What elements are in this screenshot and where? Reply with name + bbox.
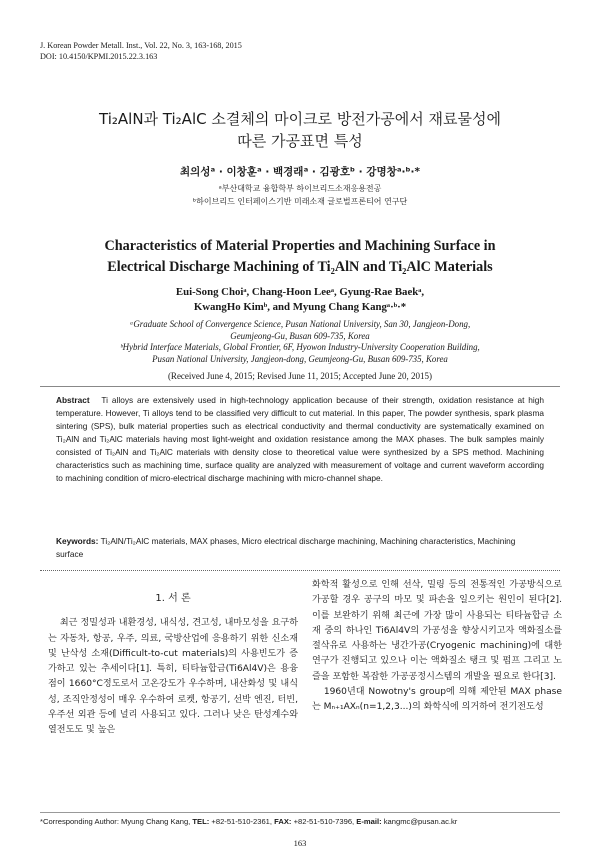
- korean-title-line1: Ti₂AlN과 Ti₂AlC 소결체의 마이크로 방전가공에서 재료물성에: [99, 110, 501, 128]
- fax-value: +82-51-510-7396,: [293, 817, 355, 826]
- english-affiliation-line: Geumjeong-Gu, Busan 609-735, Korea: [230, 330, 370, 341]
- korean-affiliation-a: ᵃ부산대학교 융합학부 하이브리드소재응용전공: [218, 184, 382, 193]
- keywords-label: Keywords:: [56, 536, 99, 546]
- english-authors-line2: KwangHo Kimᵇ, and Myung Chang Kangᵃ·ᵇ·*: [193, 301, 407, 313]
- english-title-line2: Electrical Discharge Machining of Ti₂AlN and Ti₂AlC Materials: [107, 259, 493, 275]
- email-label: E-mail:: [356, 817, 382, 826]
- body-column-right: [312, 578, 562, 716]
- english-authors: [0, 285, 600, 315]
- footnote-divider: [40, 812, 560, 813]
- fax-label: FAX:: [274, 817, 292, 826]
- keywords: [56, 535, 544, 560]
- journal-citation: [40, 40, 242, 62]
- tel-label: TEL:: [192, 817, 210, 826]
- english-affiliation-line: ᵇHybrid Interface Materials, Global Frontier, 6F, Hyowon Industry-University Cooperation Building,: [120, 342, 480, 353]
- body-paragraph: 1960년대 Nowotny's group에 의해 제안된 MAX phase는 Mₙ₊₁AXₙ(n=1,2,3...)의 화학식에 의거하여 전기전도성: [312, 687, 562, 713]
- journal-doi: DOI: 10.4150/KPMI.2015.22.3.163: [40, 52, 158, 61]
- english-title-line1: Characteristics of Material Properties and Machining Surface in: [104, 238, 496, 254]
- tel-value: +82-51-510-2361,: [211, 817, 273, 826]
- korean-title: [0, 108, 600, 152]
- journal-info: J. Korean Powder Metall. Inst., Vol. 22, No. 3, 163-168, 2015: [40, 41, 242, 50]
- body-paragraph: 최근 정밀성과 내환경성, 내식성, 견고성, 내마모성을 요구하는 자동차, 항공, 우주, 의료, 국방산업에 응용하기 위한 신소재 및 난삭성 소재(Difficult-to-cut materials)의 사용빈도가 증가하고 있는 추세이다[1]. 특히, 티타늄합금(Ti6Al4V)은 용융점이 1660°C정도로서 고온강도가 우수하며, 내산화성 및 내식성, 조직안정성이 매우 우수하여 로켓, 항공기, 선박 엔진, 터빈, 우주선 외관 등에 널리 사용되고 있다. 그러나 낮은 탄성계수와 열전도도 및 높은: [48, 618, 298, 736]
- email-value: kangmc@pusan.ac.kr: [383, 817, 458, 826]
- corresponding-author: [40, 817, 560, 826]
- abstract: [56, 394, 544, 485]
- korean-title-line2: 따른 가공표면 특성: [237, 132, 363, 150]
- abstract-text: Ti alloys are extensively used in high-technology application because of their strength, oxidation resistance at high temperature. However, Ti alloys tend to be classified very difficult to cut material. In this paper, The powder synthesis, spark plasma sintering (SPS), bulk material properties such as electrical conductivity and thermal conductivity are systematically examined on Ti₂AlN and Ti₂AlC materials having most light-weight and oxidation resistance among the MAX phases. The bulk samples mainly consisted of Ti₂AlN and Ti₂AlC materials with density close to theoretical value were synthesized by a SPS method. Machining characteristics such as machining time, surface quality are analyzed with measurement of voltage and current waveform according to machining condition of micro-electrical discharge machining with micro-channel shape.: [56, 395, 544, 483]
- english-affiliations: [0, 319, 600, 365]
- english-title: [0, 236, 600, 278]
- abstract-label: Abstract: [56, 395, 90, 405]
- english-affiliation-line: Pusan National University, Jangjeon-dong, Geumjeong-Gu, Busan 609-735, Korea: [152, 353, 448, 364]
- korean-authors: 최의성ᵃ · 이창훈ᵃ · 백경래ᵃ · 김광호ᵇ · 강명창ᵃ·ᵇ·*: [179, 166, 421, 178]
- corresponding-prefix: *Corresponding Author: Myung Chang Kang,: [40, 817, 191, 826]
- received-dates: (Received June 4, 2015; Revised June 11, 2015; Accepted June 20, 2015): [167, 371, 433, 381]
- bottom-divider: [40, 570, 560, 571]
- page-number: 163: [293, 838, 307, 848]
- section-heading: 1. 서 론: [155, 593, 191, 604]
- body-column-left: [48, 577, 298, 739]
- english-affiliation-line: ᵃGraduate School of Convergence Science, Pusan National University, San 30, Jangjeon-Dong,: [129, 319, 471, 329]
- top-divider: [40, 386, 560, 387]
- korean-affiliation-b: ᵇ하이브리드 인터페이스기반 미래소재 글로벌프론티어 연구단: [192, 197, 408, 206]
- english-authors-line1: Eui-Song Choiᵃ, Chang-Hoon Leeᵃ, Gyung-Rae Baekᵃ,: [175, 286, 425, 298]
- keywords-text: Ti₂AlN/Ti₂AlC materials, MAX phases, Micro electrical discharge machining, Machining characteristics, Machining surface: [56, 536, 516, 559]
- body-paragraph: 화학적 활성으로 인해 선삭, 밀링 등의 전통적인 가공방식으로 가공할 경우 공구의 마모 및 파손을 일으키는 원인이 된다[2]. 이를 보완하기 위해 최근에 가장 많이 사용되는 티타늄합금 소재 중의 하나인 Ti6Al4V의 가공성을 향상시키고자 액화질소를 절삭유로 사용하는 냉간가공(Cryogenic machining)에 대한 연구가 진행되고 있으나 이는 액화질소 탱크 및 펌프 그리고 노즐을 포함한 복잡한 가공공정시스템의 개발을 필요로 한다[3].: [312, 580, 562, 682]
